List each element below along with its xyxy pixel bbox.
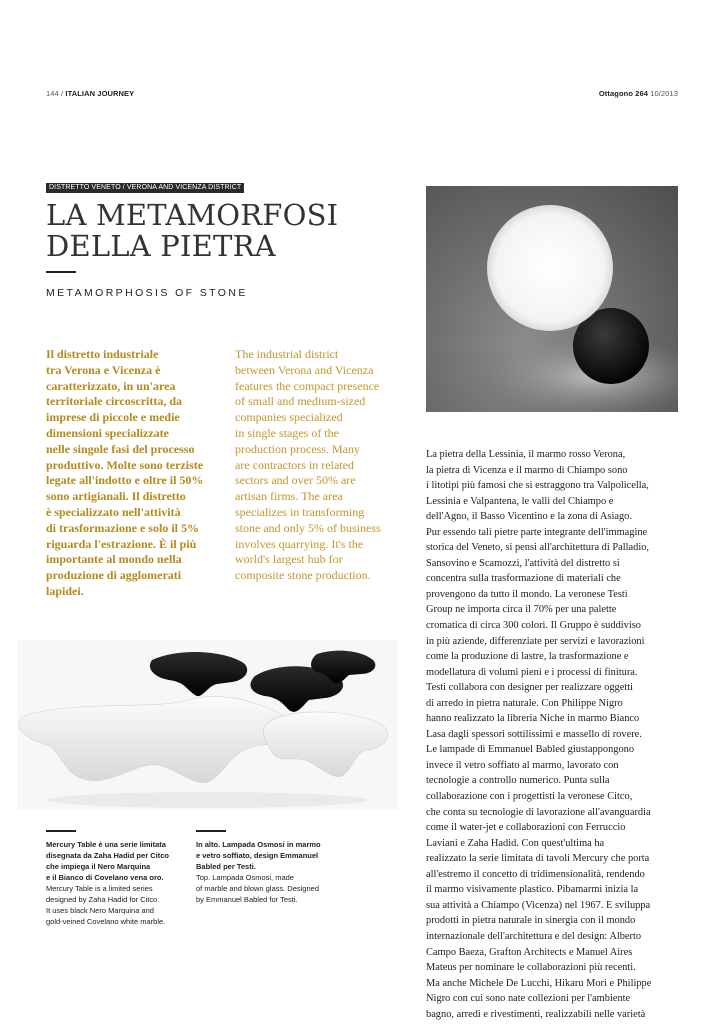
body-line: Lasa dagli spessori sottilissimi e massello di rovere. xyxy=(426,728,642,740)
body-line: sua attività a Chiampo (Vicenza) nel 1967. E sviluppa xyxy=(426,899,651,911)
body-line: modellatura di volumi pieni e i processi di finitura. xyxy=(426,666,638,678)
caption-line: e il Bianco di Covelano vena oro. xyxy=(46,873,164,882)
page-number: 144 xyxy=(46,89,59,98)
body-line: Mateus per nominare le collaborazioni più recenti. xyxy=(426,962,636,974)
caption-line: Mercury Table è una serie limitata xyxy=(46,840,166,849)
body-line: La pietra della Lessinia, il marmo rosso Verona, xyxy=(426,449,626,460)
body-line: Nigro con cui sono nate collezioni per l'ambiente xyxy=(426,993,631,1005)
title-rule xyxy=(46,271,76,273)
body-line: provengono da tutto il mondo. La veronese Testi xyxy=(426,588,628,600)
lead-italian-line: dimensioni specializzate xyxy=(46,425,169,440)
body-line: come il water-jet e collaborazioni con Ferruccio xyxy=(426,822,626,834)
caption-line: e vetro soffiato, design Emmanuel xyxy=(196,851,319,860)
district-tag-separator: / xyxy=(122,184,125,191)
caption-line: disegnata da Zaha Hadid per Citco xyxy=(46,851,169,860)
caption-line: Top. Lampada Osmosi, made xyxy=(196,873,294,882)
body-line: Laviani e Zaha Hadid. Con quest'ultima ha xyxy=(426,837,605,849)
osmosi-lamp-photo xyxy=(426,186,678,412)
caption-mercury-table xyxy=(46,839,191,927)
lead-english-line: are contractors in related xyxy=(235,457,354,472)
body-line: collaborazione con i progettisti la veronese Citco, xyxy=(426,791,633,803)
lead-italian-line: territoriale circoscritta, da xyxy=(46,394,183,409)
caption-line: che impiega il Nero Marquina xyxy=(46,862,151,871)
body-line: di arredo in pietra naturale. Con Philippe Nigro xyxy=(426,697,623,709)
lead-english-line: world's largest hub for xyxy=(235,552,343,567)
body-line: concentra sulla trasformazione di materiali che xyxy=(426,573,621,585)
body-line: all'estremo il concetto di tridimensionalità, rendendo xyxy=(426,868,645,880)
body-line: Sansovino e Scamozzi, l'attività del distretto si xyxy=(426,557,620,569)
body-line: che conta su tecnologie di lavorazione all'avanguardia xyxy=(426,806,651,818)
body-line: bagno, arredi e rivestimenti, realizzabili nelle varietà xyxy=(426,1008,646,1020)
body-line: Lessinia e Valpantena, le valli del Chiampo e xyxy=(426,495,614,507)
body-line: Ma anche Michele De Lucchi, Hikaru Mori e Philippe xyxy=(426,977,652,989)
lead-english-line: features the compact presence xyxy=(235,378,380,393)
caption-line: Mercury Table is a limited series xyxy=(46,884,153,893)
lead-english-line: artisan firms. The area xyxy=(235,489,343,504)
running-header-left xyxy=(46,89,134,98)
body-line: Group ne importa circa il 70% per una palette xyxy=(426,604,617,616)
caption-line: In alto. Lampada Osmosi in marmo xyxy=(196,840,321,849)
magazine-name: Ottagono 264 xyxy=(598,89,648,98)
body-line: Testi collabora con designer per realizzare oggetti xyxy=(426,682,633,694)
lead-english-line: involves quarrying. It's the xyxy=(235,536,364,551)
header-separator: / xyxy=(61,89,64,98)
lead-italian-line: legate all'indotto e oltre il 50% xyxy=(46,473,204,488)
lead-italian-line: imprese di piccole e medie xyxy=(46,410,180,425)
lead-english-line: in single stages of the xyxy=(235,425,339,440)
district-tag-sub: VERONA AND VICENZA DISTRICT xyxy=(126,184,242,191)
issue-date: 10/2013 xyxy=(650,89,678,98)
body-line: Pur essendo tali pietre parte integrante dell'immagine xyxy=(426,526,648,538)
caption-line: of marble and blown glass. Designed xyxy=(196,884,319,893)
district-tag-main: DISTRETTO VENETO xyxy=(49,184,121,191)
caption-rule xyxy=(46,830,76,832)
running-header-right xyxy=(599,89,678,98)
article-body xyxy=(426,447,680,1022)
lead-italian-line: produzione di agglomerati xyxy=(46,568,182,583)
lead-italian-line: tra Verona e Vicenza è xyxy=(46,362,161,377)
lead-italian xyxy=(46,347,224,600)
lead-english-line: sectors and over 50% are xyxy=(235,473,356,488)
caption-line: gold-veined Covelano white marble. xyxy=(46,917,166,926)
lead-italian-line: è specializzato nell'attività xyxy=(46,504,181,519)
body-line: in più aziende, differenziate per servizi e lavorazioni xyxy=(426,635,645,647)
body-line: tecnologie a controllo numerico. Punta sulla xyxy=(426,775,610,787)
article-title xyxy=(46,200,376,262)
lead-italian-line: riguarda l'estrazione. È il più xyxy=(46,536,197,551)
title-line: DELLA PIETRA xyxy=(46,229,276,263)
lead-italian-line: Il distretto industriale xyxy=(46,347,159,361)
lead-italian-line: lapidei. xyxy=(46,583,84,598)
body-line: realizzato la serie limitata di tavoli Mercury che porta xyxy=(426,853,650,865)
body-line: prodotti in pietra naturale in sinergia con il mondo xyxy=(426,915,636,927)
article-subtitle: METAMORPHOSIS OF STONE xyxy=(46,287,248,299)
lead-english-line: stone and only 5% of business xyxy=(235,520,381,535)
lead-italian-line: caratterizzato, in un'area xyxy=(46,378,176,393)
lead-italian-line: produttivo. Molte sono terziste xyxy=(46,457,204,472)
body-line: Le lampade di Emmanuel Babled giustappongono xyxy=(426,744,635,756)
lead-english-line: composite stone production. xyxy=(235,568,371,583)
lead-english-line: between Verona and Vicenza xyxy=(235,362,374,377)
lead-english-line: The industrial district xyxy=(235,347,339,361)
body-line: come la produzione di lastre, la trasformazione e xyxy=(426,651,629,663)
body-line: Campo Baeza, Grafton Architects e Manuel Aires xyxy=(426,946,633,958)
body-line: invece il vetro soffiato al marmo, lavorato con xyxy=(426,759,619,771)
title-line: LA METAMORFOSI xyxy=(46,198,339,232)
body-line: hanno realizzato la libreria Niche in marmo Bianco xyxy=(426,713,640,725)
caption-line: It uses black Nero Marquina and xyxy=(46,906,154,915)
lead-english xyxy=(235,347,403,584)
caption-osmosi-lamp xyxy=(196,839,341,905)
body-line: storica del Veneto, si pensi all'architettura di Palladio, xyxy=(426,542,649,554)
lead-italian-line: importante al mondo nella xyxy=(46,552,182,567)
caption-line: designed by Zaha Hadid for Citco. xyxy=(46,895,160,904)
section-name: ITALIAN JOURNEY xyxy=(65,89,135,98)
glass-globe xyxy=(487,205,613,331)
lead-english-line: production process. Many xyxy=(235,441,360,456)
lead-italian-line: sono artigianali. Il distretto xyxy=(46,489,186,504)
caption-line: by Emmanuel Babled for Testi. xyxy=(196,895,298,904)
caption-line: Babled per Testi. xyxy=(196,862,256,871)
lead-italian-line: di trasformazione e solo il 5% xyxy=(46,520,199,535)
mercury-table-photo xyxy=(17,640,398,810)
lead-italian-line: nelle singole fasi del processo xyxy=(46,441,195,456)
body-line: internazionale dell'architettura e del design: Alberto xyxy=(426,930,642,942)
body-line: cromatica di circa 300 colori. Il Gruppo è suddiviso xyxy=(426,620,641,632)
mercury-table-illustration xyxy=(17,640,398,810)
caption-rule xyxy=(196,830,226,832)
lead-english-line: companies specialized xyxy=(235,410,343,425)
body-line: i litotipi più famosi che si estraggono tra Valpolicella, xyxy=(426,480,649,492)
lead-english-line: specializes in transforming xyxy=(235,504,365,519)
district-tag xyxy=(46,183,244,193)
body-line: la pietra di Vicenza e il marmo di Chiampo sono xyxy=(426,464,628,476)
body-line: dell'Agno, il Basso Vicentino e la zona di Asiago. xyxy=(426,511,632,523)
lead-english-line: of small and medium-sized xyxy=(235,394,366,409)
body-line: il marmo visivamente plastico. Pibamarmi inizia la xyxy=(426,884,639,896)
osmosi-lamp-illustration xyxy=(426,186,678,412)
